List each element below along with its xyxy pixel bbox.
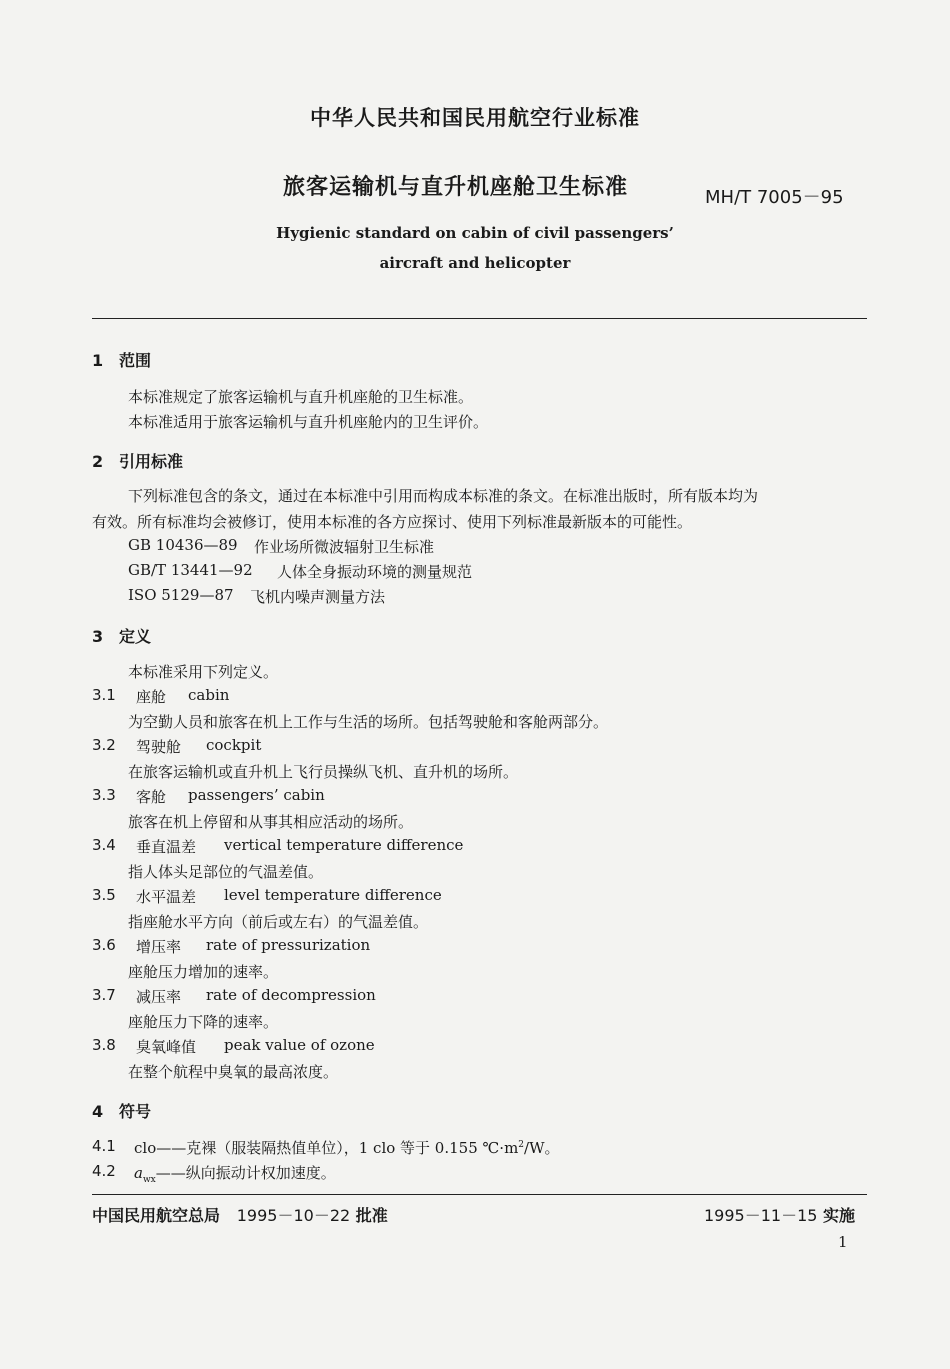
- term-zh: 增压率: [136, 938, 182, 956]
- document-title-en-line2: aircraft and helicopter: [379, 254, 571, 272]
- implementation-date: 1995－11－15: [704, 1206, 818, 1225]
- reference-code: GB/T 13441—92: [128, 561, 253, 579]
- term-number: 3.3: [92, 786, 116, 804]
- section-title: 引用标准: [119, 452, 184, 471]
- superscript: 2: [518, 1140, 525, 1150]
- term-en: vertical temperature difference: [224, 836, 464, 854]
- term-en: passengers’ cabin: [188, 786, 325, 804]
- subscript: wx: [142, 1175, 156, 1185]
- term-zh: 客舱: [136, 788, 167, 806]
- term-en: rate of decompression: [206, 986, 376, 1004]
- symbol-tail: /W。: [524, 1139, 560, 1157]
- term-number: 3.5: [92, 886, 116, 904]
- reference-code: GB 10436—89: [128, 536, 238, 554]
- term-number: 3.7: [92, 986, 116, 1004]
- section-3-heading: [92, 624, 151, 647]
- term-definition: 指座舱水平方向（前后或左右）的气温差值。: [128, 913, 429, 931]
- section-2-heading: [92, 449, 183, 472]
- term-en: cabin: [188, 686, 230, 704]
- implementation-label: 实施: [823, 1206, 856, 1225]
- symbol-number: 4.2: [92, 1162, 116, 1180]
- reference-name: 飞机内噪声测量方法: [250, 588, 386, 606]
- section-title: 符号: [119, 1102, 152, 1121]
- term-number: 3.1: [92, 686, 116, 704]
- symbol-text: ——纵向振动计权加速度。: [155, 1164, 336, 1182]
- footer-divider: [92, 1194, 867, 1195]
- section-1-paragraph-2: 本标准适用于旅客运输机与直升机座舱内的卫生评价。: [128, 413, 489, 431]
- term-number: 3.6: [92, 936, 116, 954]
- reference-name: 作业场所微波辐射卫生标准: [254, 538, 435, 556]
- document-title-zh: 旅客运输机与直升机座舱卫生标准: [283, 175, 629, 200]
- term-zh: 座舱: [136, 688, 167, 706]
- section-number: 3: [92, 627, 104, 646]
- symbol-text: clo——克裸（服装隔热值单位），1 clo 等于 0.155 ℃·m: [134, 1139, 519, 1157]
- section-number: 4: [92, 1102, 104, 1121]
- symbol-number: 4.1: [92, 1137, 116, 1155]
- reference-name: 人体全身振动环境的测量规范: [277, 563, 473, 581]
- term-en: peak value of ozone: [224, 1036, 375, 1054]
- term-zh: 垂直温差: [136, 838, 197, 856]
- symbol-definition: [134, 1137, 560, 1158]
- section-3-intro: 本标准采用下列定义。: [128, 663, 279, 681]
- symbol-definition: [134, 1162, 336, 1185]
- implementation-line: [704, 1203, 855, 1226]
- term-en: level temperature difference: [224, 886, 442, 904]
- term-definition: 旅客在机上停留和从事其相应活动的场所。: [128, 813, 414, 831]
- issuer-line: [92, 1203, 388, 1226]
- term-zh: 臭氧峰值: [136, 1038, 197, 1056]
- document-title-en-line1: Hygienic standard on cabin of civil passengers’: [276, 224, 674, 242]
- term-en: rate of pressurization: [206, 936, 371, 954]
- term-number: 3.2: [92, 736, 116, 754]
- reference-item: [128, 561, 253, 579]
- term-zh: 驾驶舱: [136, 738, 182, 756]
- term-definition: 在整个航程中臭氧的最高浓度。: [128, 1063, 339, 1081]
- section-title: 定义: [119, 627, 152, 646]
- section-number: 2: [92, 452, 104, 471]
- term-definition: 指人体头足部位的气温差值。: [128, 863, 324, 881]
- term-zh: 水平温差: [136, 888, 197, 906]
- page-number: 1: [838, 1233, 848, 1251]
- approve-date: 1995－10－22: [236, 1206, 351, 1225]
- section-1-paragraph-1: 本标准规定了旅客运输机与直升机座舱的卫生标准。: [128, 388, 474, 406]
- reference-item: [128, 586, 234, 604]
- section-2-paragraph-line2: 有效。所有标准均会被修订，使用本标准的各方应探讨、使用下列标准最新版本的可能性。: [92, 513, 693, 531]
- reference-item: [128, 536, 238, 554]
- term-en: cockpit: [206, 736, 262, 754]
- term-definition: 为空勤人员和旅客在机上工作与生活的场所。包括驾驶舱和客舱两部分。: [128, 713, 609, 731]
- term-zh: 减压率: [136, 988, 182, 1006]
- term-definition: 在旅客运输机或直升机上飞行员操纵飞机、直升机的场所。: [128, 763, 519, 781]
- section-1-heading: [92, 348, 151, 371]
- term-definition: 座舱压力下降的速率。: [128, 1013, 279, 1031]
- industry-standard-heading: 中华人民共和国民用航空行业标准: [310, 106, 640, 130]
- section-title: 范围: [119, 351, 152, 370]
- section-4-heading: [92, 1099, 151, 1122]
- standard-code: MH/T 7005－95: [705, 187, 844, 208]
- term-number: 3.4: [92, 836, 116, 854]
- approve-label: 批准: [355, 1206, 388, 1225]
- term-definition: 座舱压力增加的速率。: [128, 963, 279, 981]
- reference-code: ISO 5129—87: [128, 586, 234, 604]
- term-number: 3.8: [92, 1036, 116, 1054]
- section-2-paragraph-line1: 下列标准包含的条文，通过在本标准中引用而构成本标准的条文。在标准出版时，所有版本均为: [128, 487, 759, 505]
- symbol-letter: a: [134, 1164, 143, 1182]
- header-divider: [92, 318, 867, 319]
- issuer: 中国民用航空总局: [92, 1206, 221, 1225]
- section-number: 1: [92, 351, 104, 370]
